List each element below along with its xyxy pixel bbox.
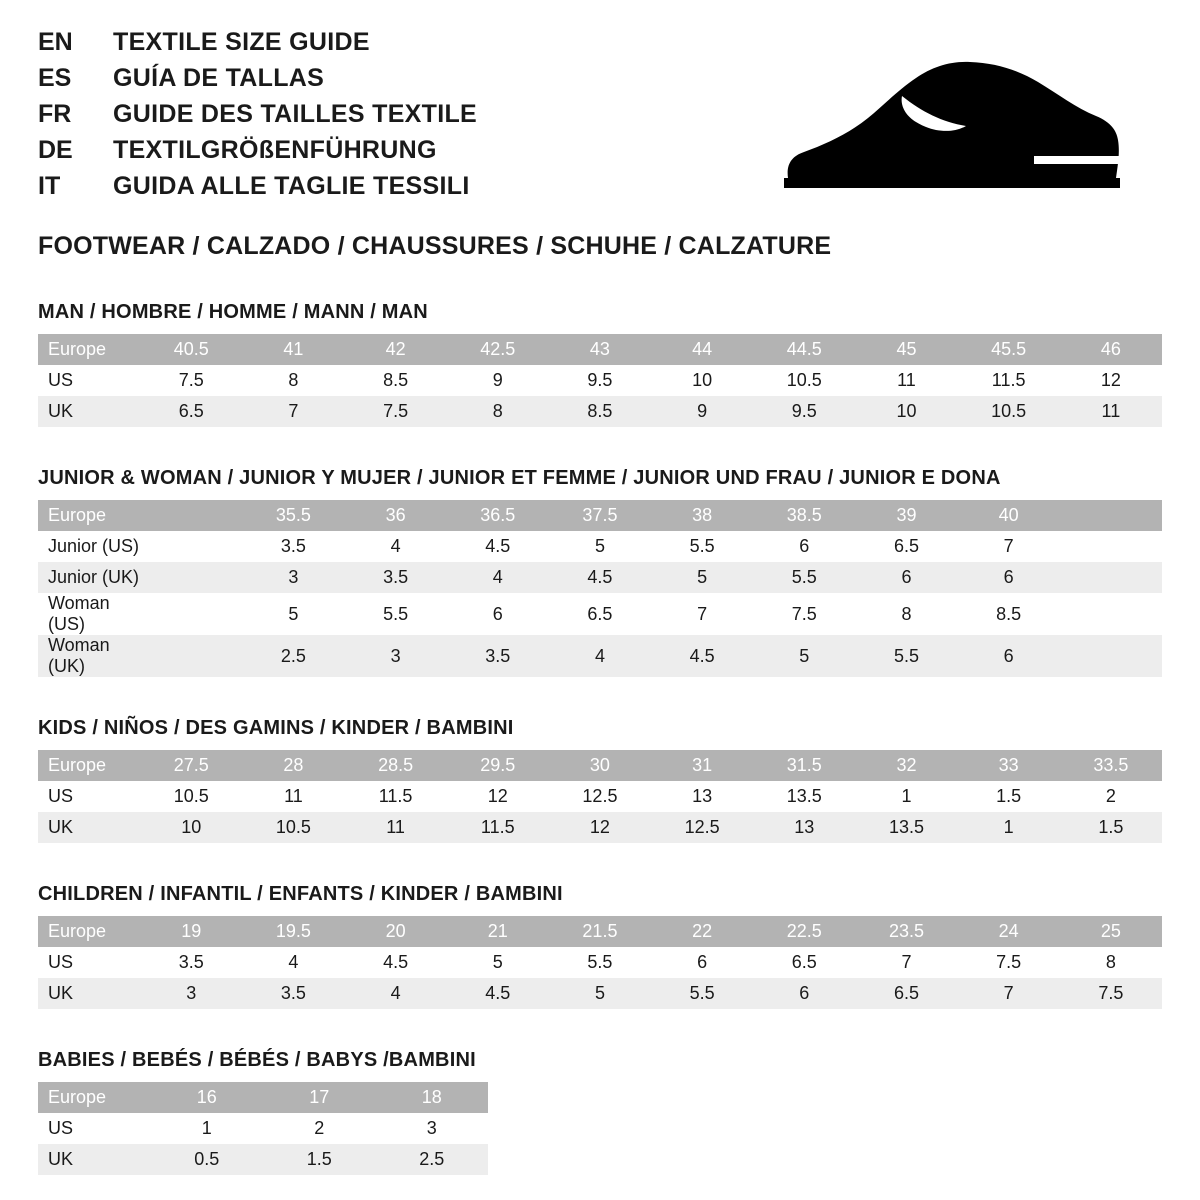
cell: 6 <box>447 593 549 635</box>
cell: 12 <box>1060 365 1162 396</box>
cell: 25 <box>1060 916 1162 947</box>
table-row <box>38 1144 488 1175</box>
cell: 5 <box>242 593 344 635</box>
cell: 38 <box>651 500 753 531</box>
cell: 6.5 <box>140 396 242 427</box>
section-man <box>38 301 1162 427</box>
cell: 11 <box>1060 396 1162 427</box>
language-title: TEXTILGRÖßENFÜHRUNG <box>113 136 437 164</box>
table-row <box>38 500 1162 531</box>
cell: 12 <box>549 812 651 843</box>
table-row <box>38 334 1162 365</box>
cell: 7.5 <box>345 396 447 427</box>
cell: 11 <box>242 781 344 812</box>
language-title: TEXTILE SIZE GUIDE <box>113 28 370 56</box>
cell: 5 <box>549 978 651 1009</box>
cell: 17 <box>263 1082 376 1113</box>
cell: 36.5 <box>447 500 549 531</box>
cell: 2.5 <box>242 635 344 677</box>
cell: 6 <box>753 531 855 562</box>
cell: 13.5 <box>753 781 855 812</box>
language-row <box>38 102 477 127</box>
cell: 28.5 <box>345 750 447 781</box>
cell <box>140 635 242 677</box>
cell: 2 <box>263 1113 376 1144</box>
cell: 4 <box>447 562 549 593</box>
row-label: Woman (UK) <box>38 635 140 677</box>
cell: 4.5 <box>345 947 447 978</box>
cell: 5 <box>549 531 651 562</box>
cell: 20 <box>345 916 447 947</box>
cell: 8 <box>447 396 549 427</box>
cell: 9.5 <box>753 396 855 427</box>
section-title: MAN / HOMBRE / HOMME / MANN / MAN <box>38 301 428 323</box>
table-row <box>38 750 1162 781</box>
cell: 11.5 <box>447 812 549 843</box>
language-title: GUIDA ALLE TAGLIE TESSILI <box>113 172 470 200</box>
cell: 22 <box>651 916 753 947</box>
cell <box>1060 593 1162 635</box>
cell: 30 <box>549 750 651 781</box>
cell: 6 <box>958 562 1060 593</box>
cell: 10 <box>855 396 957 427</box>
cell: 8 <box>855 593 957 635</box>
cell: 2 <box>1060 781 1162 812</box>
cell: 11 <box>345 812 447 843</box>
section-title: JUNIOR & WOMAN / JUNIOR Y MUJER / JUNIOR ET FEMME / JUNIOR UND FRAU / JUNIOR E DONA <box>38 467 1001 489</box>
cell <box>1060 500 1162 531</box>
cell: 0.5 <box>151 1144 264 1175</box>
cell <box>140 593 242 635</box>
row-label: UK <box>38 812 140 843</box>
row-label: Europe <box>38 1082 151 1113</box>
cell: 3 <box>345 635 447 677</box>
cell: 9.5 <box>549 365 651 396</box>
cell: 31.5 <box>753 750 855 781</box>
cell: 1.5 <box>1060 812 1162 843</box>
row-label: Junior (US) <box>38 531 140 562</box>
cell: 11.5 <box>958 365 1060 396</box>
size-table-children <box>38 916 1162 1009</box>
cell: 3 <box>376 1113 489 1144</box>
language-title-list <box>38 30 477 210</box>
cell: 6 <box>651 947 753 978</box>
cell: 41 <box>242 334 344 365</box>
cell: 6.5 <box>753 947 855 978</box>
cell <box>1060 531 1162 562</box>
section-junior-woman <box>38 467 1162 677</box>
cell: 3.5 <box>242 531 344 562</box>
cell <box>140 531 242 562</box>
cell: 13 <box>651 781 753 812</box>
cell: 5 <box>753 635 855 677</box>
cell: 31 <box>651 750 753 781</box>
cell: 5.5 <box>345 593 447 635</box>
row-label: US <box>38 947 140 978</box>
cell: 7 <box>651 593 753 635</box>
cell: 21.5 <box>549 916 651 947</box>
cell: 8.5 <box>549 396 651 427</box>
cell: 32 <box>855 750 957 781</box>
cell <box>1060 562 1162 593</box>
size-table-babies <box>38 1082 488 1175</box>
cell: 39 <box>855 500 957 531</box>
cell: 10.5 <box>242 812 344 843</box>
language-code: ES <box>38 64 72 92</box>
cell: 18 <box>376 1082 489 1113</box>
cell: 3 <box>242 562 344 593</box>
row-label: Europe <box>38 500 140 531</box>
table-row <box>38 812 1162 843</box>
cell: 21 <box>447 916 549 947</box>
cell: 3 <box>140 978 242 1009</box>
cell: 7.5 <box>753 593 855 635</box>
cell: 46 <box>1060 334 1162 365</box>
section-babies <box>38 1049 1162 1175</box>
cell: 6.5 <box>549 593 651 635</box>
cell: 9 <box>447 365 549 396</box>
cell: 10.5 <box>753 365 855 396</box>
cell <box>140 562 242 593</box>
cell: 44 <box>651 334 753 365</box>
language-row <box>38 174 477 199</box>
cell: 7.5 <box>140 365 242 396</box>
row-label: UK <box>38 978 140 1009</box>
language-title: GUÍA DE TALLAS <box>113 64 325 92</box>
table-row <box>38 781 1162 812</box>
cell: 5.5 <box>753 562 855 593</box>
cell: 43 <box>549 334 651 365</box>
size-table-man <box>38 334 1162 427</box>
section-title: KIDS / NIÑOS / DES GAMINS / KINDER / BAMBINI <box>38 717 514 739</box>
cell: 7 <box>958 978 1060 1009</box>
language-code: IT <box>38 172 61 200</box>
cell: 1.5 <box>263 1144 376 1175</box>
cell: 6 <box>855 562 957 593</box>
cell: 33 <box>958 750 1060 781</box>
row-label: US <box>38 781 140 812</box>
cell: 1 <box>958 812 1060 843</box>
cell: 4 <box>549 635 651 677</box>
cell: 3.5 <box>345 562 447 593</box>
language-row <box>38 66 477 91</box>
cell: 10.5 <box>140 781 242 812</box>
row-label: US <box>38 1113 151 1144</box>
cell: 6 <box>753 978 855 1009</box>
table-row <box>38 1113 488 1144</box>
cell: 1 <box>151 1113 264 1144</box>
cell: 42.5 <box>447 334 549 365</box>
cell: 10.5 <box>958 396 1060 427</box>
cell: 40.5 <box>140 334 242 365</box>
table-row <box>38 531 1162 562</box>
cell: 8 <box>1060 947 1162 978</box>
cell: 7 <box>855 947 957 978</box>
cell: 5 <box>651 562 753 593</box>
table-row <box>38 635 1162 677</box>
cell: 44.5 <box>753 334 855 365</box>
cell: 37.5 <box>549 500 651 531</box>
cell: 10 <box>651 365 753 396</box>
cell: 6.5 <box>855 531 957 562</box>
cell: 10 <box>140 812 242 843</box>
cell: 4.5 <box>651 635 753 677</box>
cell: 29.5 <box>447 750 549 781</box>
cell: 19 <box>140 916 242 947</box>
table-row <box>38 396 1162 427</box>
cell: 4.5 <box>549 562 651 593</box>
cell: 9 <box>651 396 753 427</box>
cell: 5.5 <box>651 531 753 562</box>
table-row <box>38 916 1162 947</box>
page-header <box>38 30 1162 210</box>
cell: 4.5 <box>447 531 549 562</box>
cell: 11.5 <box>345 781 447 812</box>
cell: 4.5 <box>447 978 549 1009</box>
cell: 7.5 <box>958 947 1060 978</box>
cell: 11 <box>855 365 957 396</box>
table-row <box>38 365 1162 396</box>
cell: 24 <box>958 916 1060 947</box>
cell: 8.5 <box>345 365 447 396</box>
cell: 7 <box>958 531 1060 562</box>
cell: 12.5 <box>651 812 753 843</box>
row-label: UK <box>38 396 140 427</box>
language-code: EN <box>38 28 73 56</box>
cell: 13.5 <box>855 812 957 843</box>
cell: 1.5 <box>958 781 1060 812</box>
cell: 5 <box>447 947 549 978</box>
language-code: DE <box>38 136 73 164</box>
cell: 7 <box>242 396 344 427</box>
size-table-junior-woman <box>38 500 1162 677</box>
cell: 40 <box>958 500 1060 531</box>
cell: 1 <box>855 781 957 812</box>
cell: 16 <box>151 1082 264 1113</box>
cell <box>140 500 242 531</box>
cell: 45.5 <box>958 334 1060 365</box>
language-row <box>38 30 477 55</box>
language-code: FR <box>38 100 72 128</box>
cell: 8 <box>242 365 344 396</box>
section-kids <box>38 717 1162 843</box>
language-title: GUIDE DES TAILLES TEXTILE <box>113 100 478 128</box>
cell: 3.5 <box>242 978 344 1009</box>
cell: 6.5 <box>855 978 957 1009</box>
cell: 19.5 <box>242 916 344 947</box>
size-table-kids <box>38 750 1162 843</box>
cell: 33.5 <box>1060 750 1162 781</box>
cell: 2.5 <box>376 1144 489 1175</box>
table-row <box>38 1082 488 1113</box>
cell: 5.5 <box>651 978 753 1009</box>
section-children <box>38 883 1162 1009</box>
cell: 36 <box>345 500 447 531</box>
row-label: Europe <box>38 916 140 947</box>
table-row <box>38 593 1162 635</box>
cell: 28 <box>242 750 344 781</box>
row-label: Europe <box>38 750 140 781</box>
row-label: Woman (US) <box>38 593 140 635</box>
section-title: BABIES / BEBÉS / BÉBÉS / BABYS /BAMBINI <box>38 1049 476 1071</box>
table-row <box>38 978 1162 1009</box>
cell: 8.5 <box>958 593 1060 635</box>
dress-shoe-icon <box>767 60 1137 190</box>
row-label: Europe <box>38 334 140 365</box>
cell: 3.5 <box>447 635 549 677</box>
cell: 23.5 <box>855 916 957 947</box>
cell: 42 <box>345 334 447 365</box>
cell: 3.5 <box>140 947 242 978</box>
section-title: CHILDREN / INFANTIL / ENFANTS / KINDER / BAMBINI <box>38 883 563 905</box>
table-row <box>38 947 1162 978</box>
row-label: US <box>38 365 140 396</box>
row-label: UK <box>38 1144 151 1175</box>
cell <box>1060 635 1162 677</box>
cell: 4 <box>345 531 447 562</box>
cell: 7.5 <box>1060 978 1162 1009</box>
cell: 35.5 <box>242 500 344 531</box>
cell: 5.5 <box>855 635 957 677</box>
row-label: Junior (UK) <box>38 562 140 593</box>
cell: 27.5 <box>140 750 242 781</box>
language-row <box>38 138 477 163</box>
cell: 13 <box>753 812 855 843</box>
cell: 4 <box>242 947 344 978</box>
cell: 45 <box>855 334 957 365</box>
cell: 22.5 <box>753 916 855 947</box>
cell: 12.5 <box>549 781 651 812</box>
table-row <box>38 562 1162 593</box>
cell: 38.5 <box>753 500 855 531</box>
category-title: FOOTWEAR / CALZADO / CHAUSSURES / SCHUHE / CALZATURE <box>38 232 832 260</box>
cell: 6 <box>958 635 1060 677</box>
cell: 5.5 <box>549 947 651 978</box>
cell: 4 <box>345 978 447 1009</box>
cell: 12 <box>447 781 549 812</box>
